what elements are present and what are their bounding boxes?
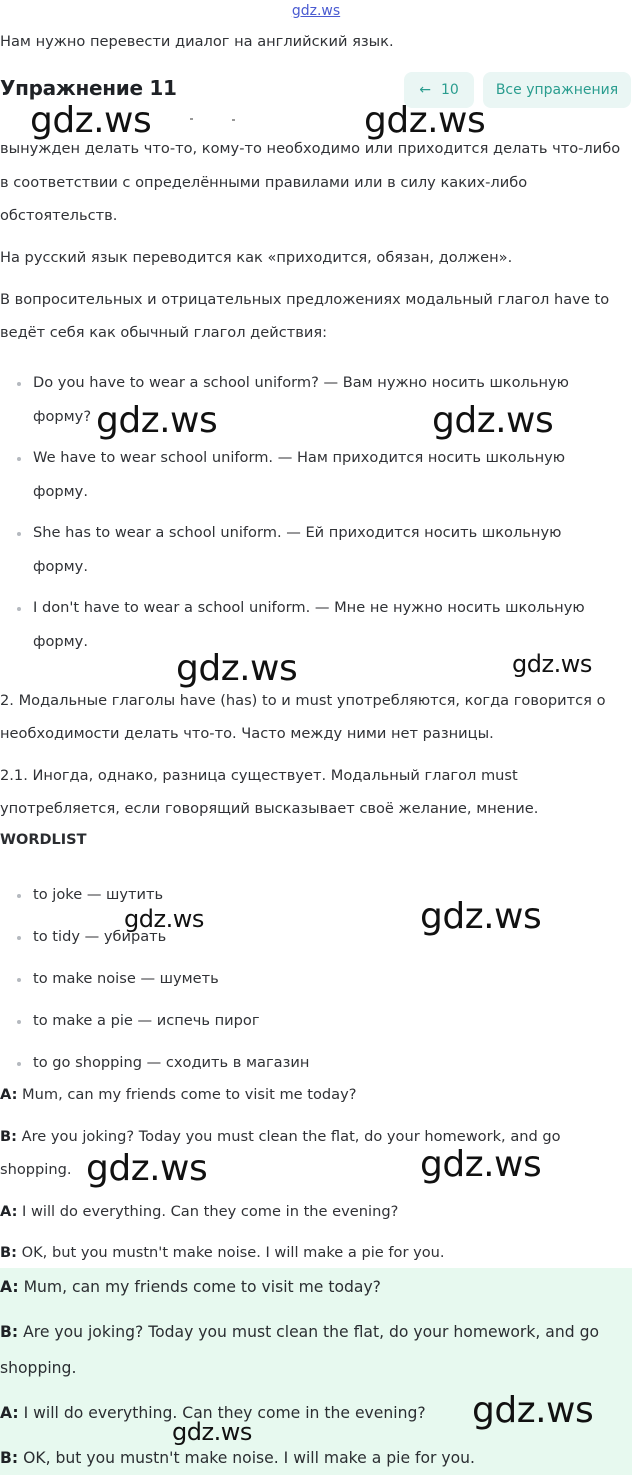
theory-line: вынужден делать что-то, кому-то необходимо или приходится делать что-либо <box>0 140 621 157</box>
answer-line: B: OK, but you mustn't make noise. I will make a pie for you. <box>0 1449 476 1467</box>
list-item: I don't have to wear a school uniform. — Мне не нужно носить школьную <box>0 591 630 625</box>
watermark: gdz.ws <box>364 100 486 141</box>
watermark: gdz.ws <box>86 1148 208 1189</box>
dialogue-line: shopping. <box>0 1161 72 1178</box>
exercise-title: Упражнение 11 <box>0 76 177 100</box>
answer-line: A: I will do everything. Can they come in the evening? <box>0 1404 426 1422</box>
dialogue-line: A: I will do everything. Can they come in the evening? <box>0 1203 399 1220</box>
theory-line: необходимости делать что-то. Часто между ними нет разницы. <box>0 725 494 742</box>
watermark: gdz.ws <box>432 400 554 441</box>
watermark: gdz.ws <box>172 1418 252 1446</box>
example-continuation: форму. <box>33 483 88 500</box>
watermark: gdz.ws <box>30 100 152 141</box>
wordlist-heading: WORDLIST <box>0 832 87 848</box>
dialogue-line: B: Are you joking? Today you must clean the flat, do your homework, and go <box>0 1128 561 1145</box>
example-continuation: форму. <box>33 558 88 575</box>
watermark: gdz.ws <box>512 650 592 678</box>
site-link[interactable]: gdz.ws <box>291 3 341 19</box>
text-smudge <box>188 116 236 122</box>
list-item: to joke — шутить <box>0 878 630 912</box>
examples-list <box>0 591 630 625</box>
list-item: to go shopping — сходить в магазин <box>0 1046 630 1080</box>
examples-list <box>0 441 630 475</box>
watermark: gdz.ws <box>472 1390 594 1431</box>
examples-list <box>0 516 630 550</box>
theory-line: 2.1. Иногда, однако, разница существует. Модальный глагол must <box>0 767 518 784</box>
theory-line: 2. Модальные глаголы have (has) to и must употребляются, когда говорится о <box>0 692 606 709</box>
theory-line: обстоятельств. <box>0 207 118 224</box>
theory-line: ведёт себя как обычный глагол действия: <box>0 324 328 341</box>
theory-line: На русский язык переводится как «приходится, обязан, должен». <box>0 249 513 266</box>
answer-line: B: Are you joking? Today you must clean the flat, do your homework, and go <box>0 1323 600 1341</box>
list-item: We have to wear school uniform. — Нам приходится носить школьную <box>0 441 630 475</box>
answer-line: A: Mum, can my friends come to visit me today? <box>0 1278 381 1296</box>
all-exercises-button[interactable]: Все упражнения <box>483 72 631 108</box>
answer-line: shopping. <box>0 1359 77 1377</box>
theory-line: В вопросительных и отрицательных предложениях модальный глагол have to <box>0 291 610 308</box>
watermark: gdz.ws <box>420 896 542 937</box>
theory-line: употребляется, если говорящий высказывает своё желание, мнение. <box>0 800 539 817</box>
list-item: to make a pie — испечь пирог <box>0 1004 630 1038</box>
intro-text: Нам нужно перевести диалог на английский язык. <box>0 33 394 50</box>
prev-exercise-number: 10 <box>440 82 459 98</box>
list-item: to make noise — шуметь <box>0 962 630 996</box>
arrow-left-icon: ← <box>419 82 431 98</box>
watermark: gdz.ws <box>124 905 204 933</box>
watermark: gdz.ws <box>420 1144 542 1185</box>
list-item: She has to wear a school uniform. — Ей приходится носить школьную <box>0 516 630 550</box>
list-item: Do you have to wear a school uniform? — Вам нужно носить школьную <box>0 366 630 400</box>
list-item: to tidy — убирать <box>0 920 630 954</box>
watermark: gdz.ws <box>96 400 218 441</box>
example-continuation: форму. <box>33 633 88 650</box>
dialogue-line: B: OK, but you mustn't make noise. I will make a pie for you. <box>0 1244 445 1261</box>
example-continuation: форму? <box>33 408 92 425</box>
theory-line: в соответствии с определёнными правилами или в силу каких-либо <box>0 174 528 191</box>
watermark: gdz.ws <box>176 648 298 689</box>
examples-list <box>0 366 630 400</box>
dialogue-line: A: Mum, can my friends come to visit me today? <box>0 1086 357 1103</box>
